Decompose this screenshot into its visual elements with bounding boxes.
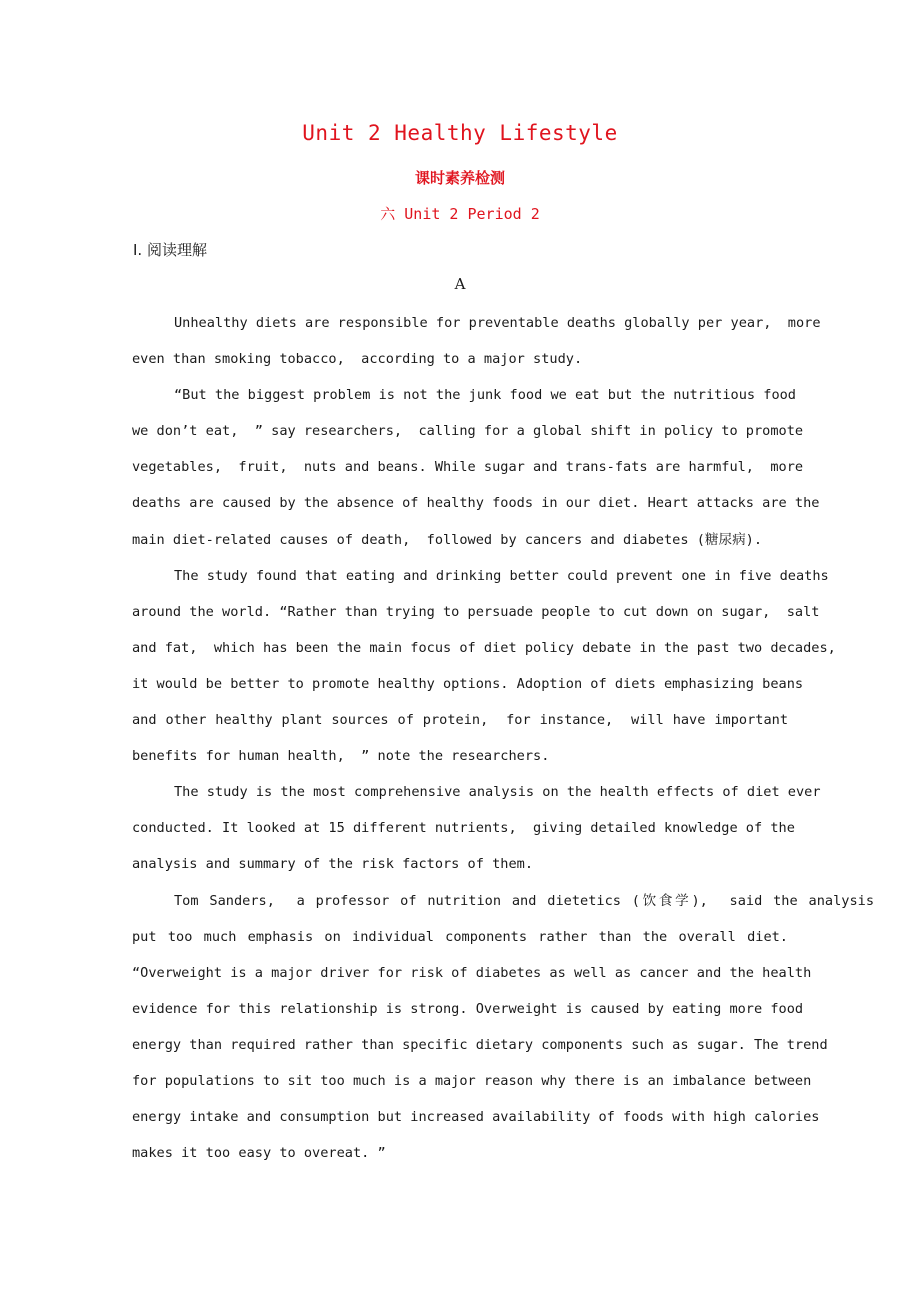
period-label: 六 Unit 2 Period 2 — [380, 205, 540, 223]
passage-line: and fat, which has been the main focus of diet policy debate in the past two decades, — [132, 639, 836, 656]
passage-line: and other healthy plant sources of protein, for instance, will have important — [132, 712, 788, 729]
passage-line: put too much emphasis on individual components rather than the overall diet. — [132, 928, 788, 945]
passage-line: “Overweight is a major driver for risk of diabetes as well as cancer and the health — [132, 964, 812, 981]
passage-line: analysis and summary of the risk factors of them. — [132, 856, 534, 873]
passage-line: around the world. “Rather than trying to persuade people to cut down on sugar, salt — [132, 603, 820, 620]
passage-line: it would be better to promote healthy options. Adoption of diets emphasizing beans — [132, 675, 804, 692]
passage-part-label: A — [454, 275, 466, 293]
passage-line: deaths are caused by the absence of healthy foods in our diet. Heart attacks are the — [132, 495, 820, 512]
passage-line: “But the biggest problem is not the junk food we eat but the nutritious food — [174, 387, 796, 404]
passage-line: energy intake and consumption but increased availability of foods with high calories — [132, 1109, 820, 1126]
passage-line: evidence for this relationship is strong. Overweight is caused by eating more food — [132, 1000, 804, 1017]
passage-line: The study is the most comprehensive analysis on the health effects of diet ever — [174, 784, 821, 801]
passage-line: main diet-related causes of death, followed by cancers and diabetes (糖尿病). — [132, 531, 763, 548]
passage-line: we don’t eat, ” say researchers, calling for a global shift in policy to promote — [132, 423, 804, 440]
passage-line: Unhealthy diets are responsible for preventable deaths globally per year, more — [174, 315, 821, 331]
section-heading: Ⅰ. 阅读理解 — [133, 241, 207, 259]
passage-line: vegetables, fruit, nuts and beans. While sugar and trans-fats are harmful, more — [132, 459, 804, 476]
passage-line: Tom Sanders, a professor of nutrition and dietetics (饮食学), said the analysis — [174, 892, 874, 909]
reading-passage — [132, 305, 874, 1171]
document-title: Unit 2 Healthy Lifestyle — [302, 121, 618, 145]
passage-line: even than smoking tobacco, according to a major study. — [132, 351, 583, 368]
passage-line: The study found that eating and drinking better could prevent one in five deaths — [174, 567, 829, 584]
passage-line: conducted. It looked at 15 different nutrients, giving detailed knowledge of the — [132, 820, 795, 837]
passage-line: for populations to sit too much is a major reason why there is an imbalance between — [132, 1072, 812, 1089]
passage-line: makes it too easy to overeat. ” — [132, 1145, 386, 1162]
passage-line: energy than required rather than specific dietary components such as sugar. The trend — [132, 1036, 828, 1053]
passage-line: benefits for human health, ” note the researchers. — [132, 748, 550, 765]
document-subtitle: 课时素养检测 — [414, 169, 505, 187]
